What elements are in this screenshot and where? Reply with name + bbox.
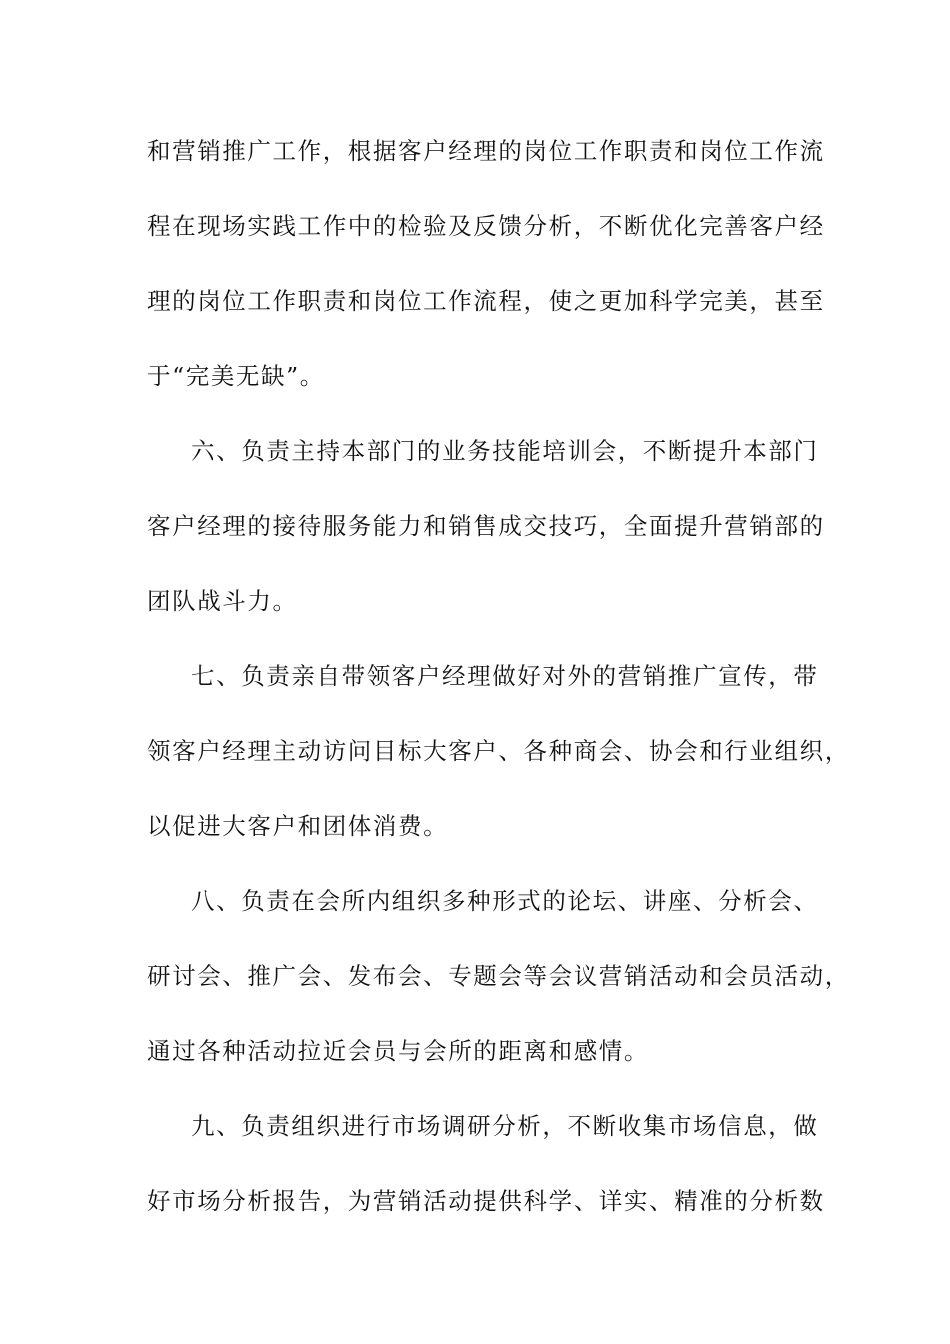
text-line: 好市场分析报告，为营销活动提供科学、详实、精准的分析数 (147, 1187, 825, 1215)
text-line: 领客户经理主动访问目标大客户、各种商会、协会和行业组织， (147, 737, 850, 765)
text-line: 以促进大客户和团体消费。 (147, 812, 449, 840)
text-line: 于“完美无缺”。 (147, 362, 325, 390)
text-line: 通过各种活动拉近会员与会所的距离和感情。 (147, 1037, 649, 1065)
text-line: 程在现场实践工作中的检验及反馈分析，不断优化完善客户经 (147, 212, 825, 240)
text-line: 理的岗位工作职责和岗位工作流程，使之更加科学完美，甚至 (147, 287, 825, 315)
text-line: 研讨会、推广会、发布会、专题会等会议营销活动和会员活动， (147, 962, 850, 990)
text-line: 客户经理的接待服务能力和销售成交技巧，全面提升营销部的 (147, 512, 825, 540)
paragraph-start-line: 六、负责主持本部门的业务技能培训会，不断提升本部门 (191, 437, 819, 465)
paragraph-start-line: 七、负责亲自带领客户经理做好对外的营销推广宣传，带 (191, 662, 819, 690)
paragraph-start-line: 八、负责在会所内组织多种形式的论坛、讲座、分析会、 (191, 887, 819, 915)
text-line: 和营销推广工作，根据客户经理的岗位工作职责和岗位工作流 (147, 137, 825, 165)
text-line: 团队战斗力。 (147, 587, 298, 615)
paragraph-start-line: 九、负责组织进行市场调研分析，不断收集市场信息，做 (191, 1112, 819, 1140)
